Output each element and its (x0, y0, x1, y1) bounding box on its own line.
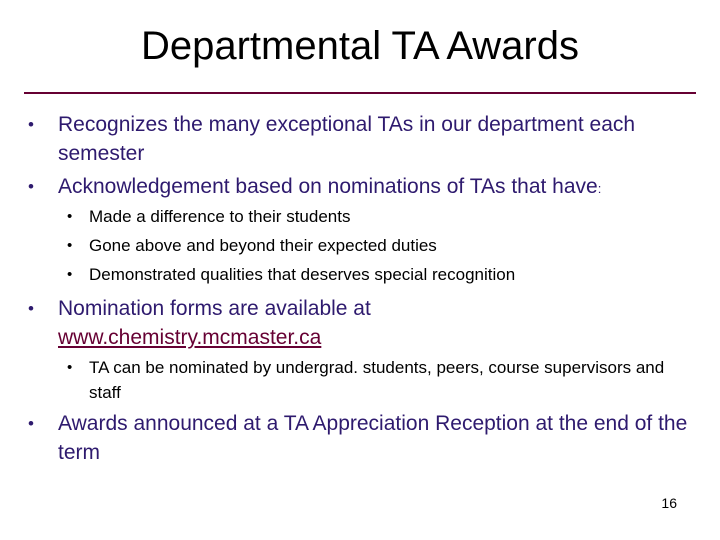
bullet-text: Acknowledgement based on nominations of TAs that have (58, 175, 598, 198)
bullet-icon: • (28, 299, 34, 318)
bullet-icon: • (67, 359, 73, 376)
bullet-icon: • (67, 266, 73, 283)
page-number: 16 (661, 495, 677, 511)
bullet-text: Awards announced at a TA Appreciation Reception at the end of the term (58, 412, 688, 464)
bullet-icon: • (28, 414, 34, 433)
bullet-acknowledgement (28, 172, 698, 203)
bullet-text: Recognizes the many exceptional TAs in our department each semester (58, 113, 636, 165)
bullet-awards-announced (28, 409, 698, 467)
bullet-text: Nomination forms are available at (58, 297, 371, 320)
sub-bullet-difference (67, 204, 699, 229)
sub-bullet-text: TA can be nominated by undergrad. students, peers, course supervisors and staff (89, 358, 665, 402)
bullet-colon: : (597, 181, 602, 196)
website-link[interactable]: www.chemistry.mcmaster.ca (58, 326, 322, 349)
bullet-recognizes (28, 110, 698, 168)
sub-bullet-above-beyond (67, 233, 699, 258)
title-divider (24, 92, 696, 94)
sub-bullet-nominated-by (67, 355, 699, 405)
sub-bullet-text: Demonstrated qualities that deserves special recognition (89, 265, 516, 284)
sub-bullet-qualities (67, 262, 699, 287)
bullet-icon: • (28, 115, 34, 134)
sub-bullet-text: Made a difference to their students (89, 207, 351, 226)
bullet-nomination-forms (28, 294, 698, 352)
bullet-icon: • (67, 237, 73, 254)
bullet-icon: • (28, 177, 34, 196)
sub-bullet-text: Gone above and beyond their expected duties (89, 236, 437, 255)
slide-title: Departmental TA Awards (140, 24, 579, 68)
bullet-icon: • (67, 208, 73, 225)
